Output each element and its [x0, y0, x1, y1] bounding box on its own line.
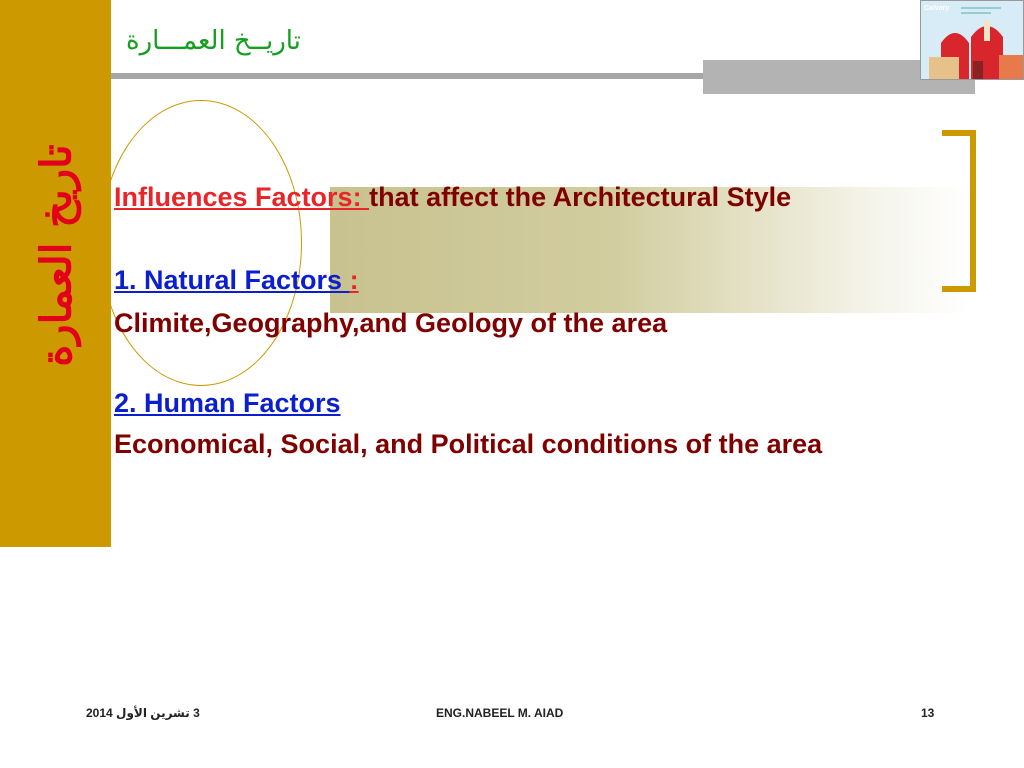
- human-factors-text: Economical, Social, and Political conditions of the area: [114, 429, 823, 459]
- calvary-illustration-icon: [921, 1, 1024, 80]
- influences-line: [114, 184, 791, 211]
- decorative-gold-circle: [100, 100, 302, 386]
- thumbnail-label: Calvary: [924, 5, 950, 12]
- footer-date: 3 تشرين الأول 2014: [86, 706, 200, 720]
- influences-label: Influences Factors:: [114, 182, 370, 212]
- human-factors-heading: [114, 390, 341, 417]
- human-factors-label: 2. Human Factors: [114, 388, 341, 418]
- natural-factors-heading: [114, 267, 359, 294]
- natural-factors-text: Climite,Geography,and Geology of the area: [114, 308, 668, 338]
- influences-text: that affect the Architectural Style: [369, 182, 792, 212]
- natural-factors-colon: :: [349, 265, 359, 295]
- decorative-gold-bracket: [942, 130, 976, 292]
- header-title: تاريــخ العمـــارة: [126, 26, 301, 56]
- footer-author: ENG.NABEEL M. AIAD: [436, 706, 564, 720]
- side-vertical-title-box: [24, 120, 88, 390]
- natural-factors-label: 1. Natural Factors: [114, 265, 350, 295]
- side-vertical-title: تاريخ العمارة: [31, 143, 81, 367]
- calvary-thumbnail-image: [920, 0, 1024, 80]
- footer-page-number: 13: [921, 706, 935, 720]
